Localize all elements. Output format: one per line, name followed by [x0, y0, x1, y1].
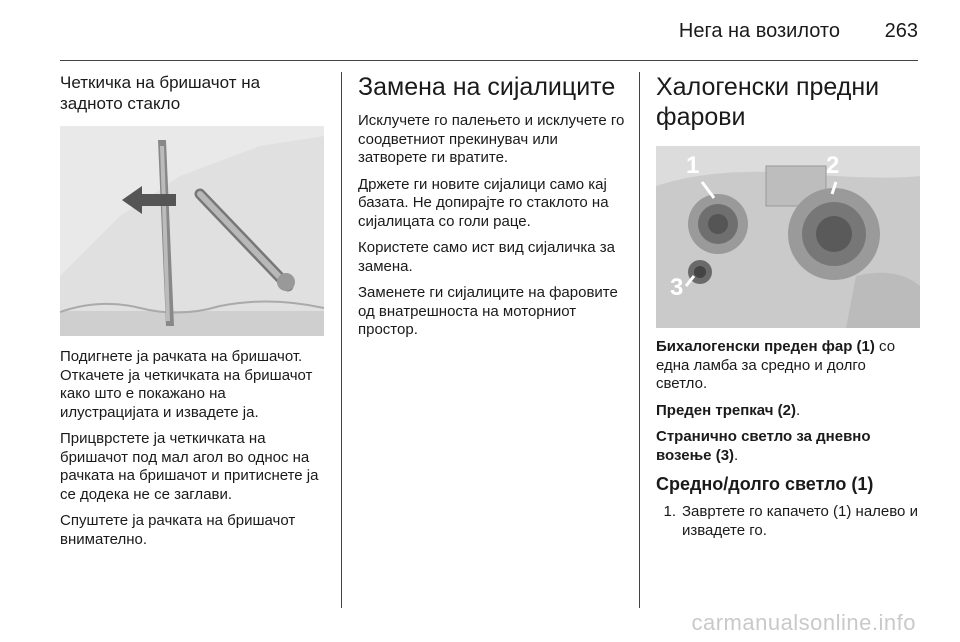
legend-item: [656, 428, 920, 465]
figure-label-3: 3: [670, 274, 684, 301]
column-halogen-headlights: [656, 72, 920, 540]
legend-item: [656, 402, 920, 421]
page-header: [0, 0, 960, 62]
legend-text: .: [734, 446, 739, 464]
legend-term: Бихалогенски преден фар (1): [656, 338, 875, 355]
legend-text: со една ламба за средно и долго светло.: [656, 338, 896, 392]
figure-label-1: 1: [686, 152, 700, 179]
figure-label-2: 2: [826, 152, 840, 179]
paragraph: Исклучете го палењето и исклучете го соодветниот прекинувач или затворете ги вратите.: [358, 112, 625, 166]
paragraph: Користете само ист вид сијаличка за замена.: [358, 239, 616, 275]
header-title: Нега на возилото: [678, 20, 840, 42]
paragraph: Заменете ги сијалиците на фаровите од внатрешноста на моторниот простор.: [358, 284, 618, 338]
paragraph: Подигнете ја рачката на бришачот. Откачете ја четкичката на бришачот како што е покажано на илустрацијата и извадете ја.: [60, 348, 313, 421]
legend-text: .: [795, 401, 801, 419]
section-heading-halogen: Халогенски предни фарови: [656, 73, 880, 131]
step-text: Завртете го капачето (1) налево и извадете го.: [682, 503, 918, 539]
column-divider: [341, 72, 342, 608]
page-number: 263: [884, 20, 918, 42]
wiper-illustration: [60, 126, 324, 336]
paragraph: Спуштете ја рачката на бришачот внимателно.: [60, 512, 296, 548]
paragraph: Држете ги новите сијалици само кај базата. Не допирајте го стаклото на сијалицата со голи раце.: [358, 175, 609, 230]
watermark: carmanualsonline.info: [691, 610, 916, 635]
step-item: [656, 503, 920, 540]
legend-item: [656, 338, 920, 394]
legend-term: Странично светло за дневно возење (3): [656, 428, 871, 464]
header-rule: [60, 60, 918, 61]
section-heading-bulb-replacement: Замена на сијалиците: [358, 73, 616, 101]
wiper-drawing: [60, 126, 324, 336]
column-bulb-replacement: [358, 72, 626, 348]
column-wiper-blade: [60, 72, 326, 557]
column-divider: [639, 72, 640, 608]
headlight-illustration: [656, 146, 920, 328]
step-number: 1.: [663, 503, 676, 520]
legend-term: Преден трепкач (2): [656, 401, 796, 419]
paragraph: Прицврстете ја четкичката на бришачот под мал агол во однос на рачката на бришачот и притиснете ја се додека не се заглави.: [60, 430, 319, 503]
subheading-low-high-beam: Средно/долго светло (1): [656, 474, 874, 494]
section-heading-rear-wiper: Четкичка на бришачот на задното стакло: [60, 73, 261, 113]
